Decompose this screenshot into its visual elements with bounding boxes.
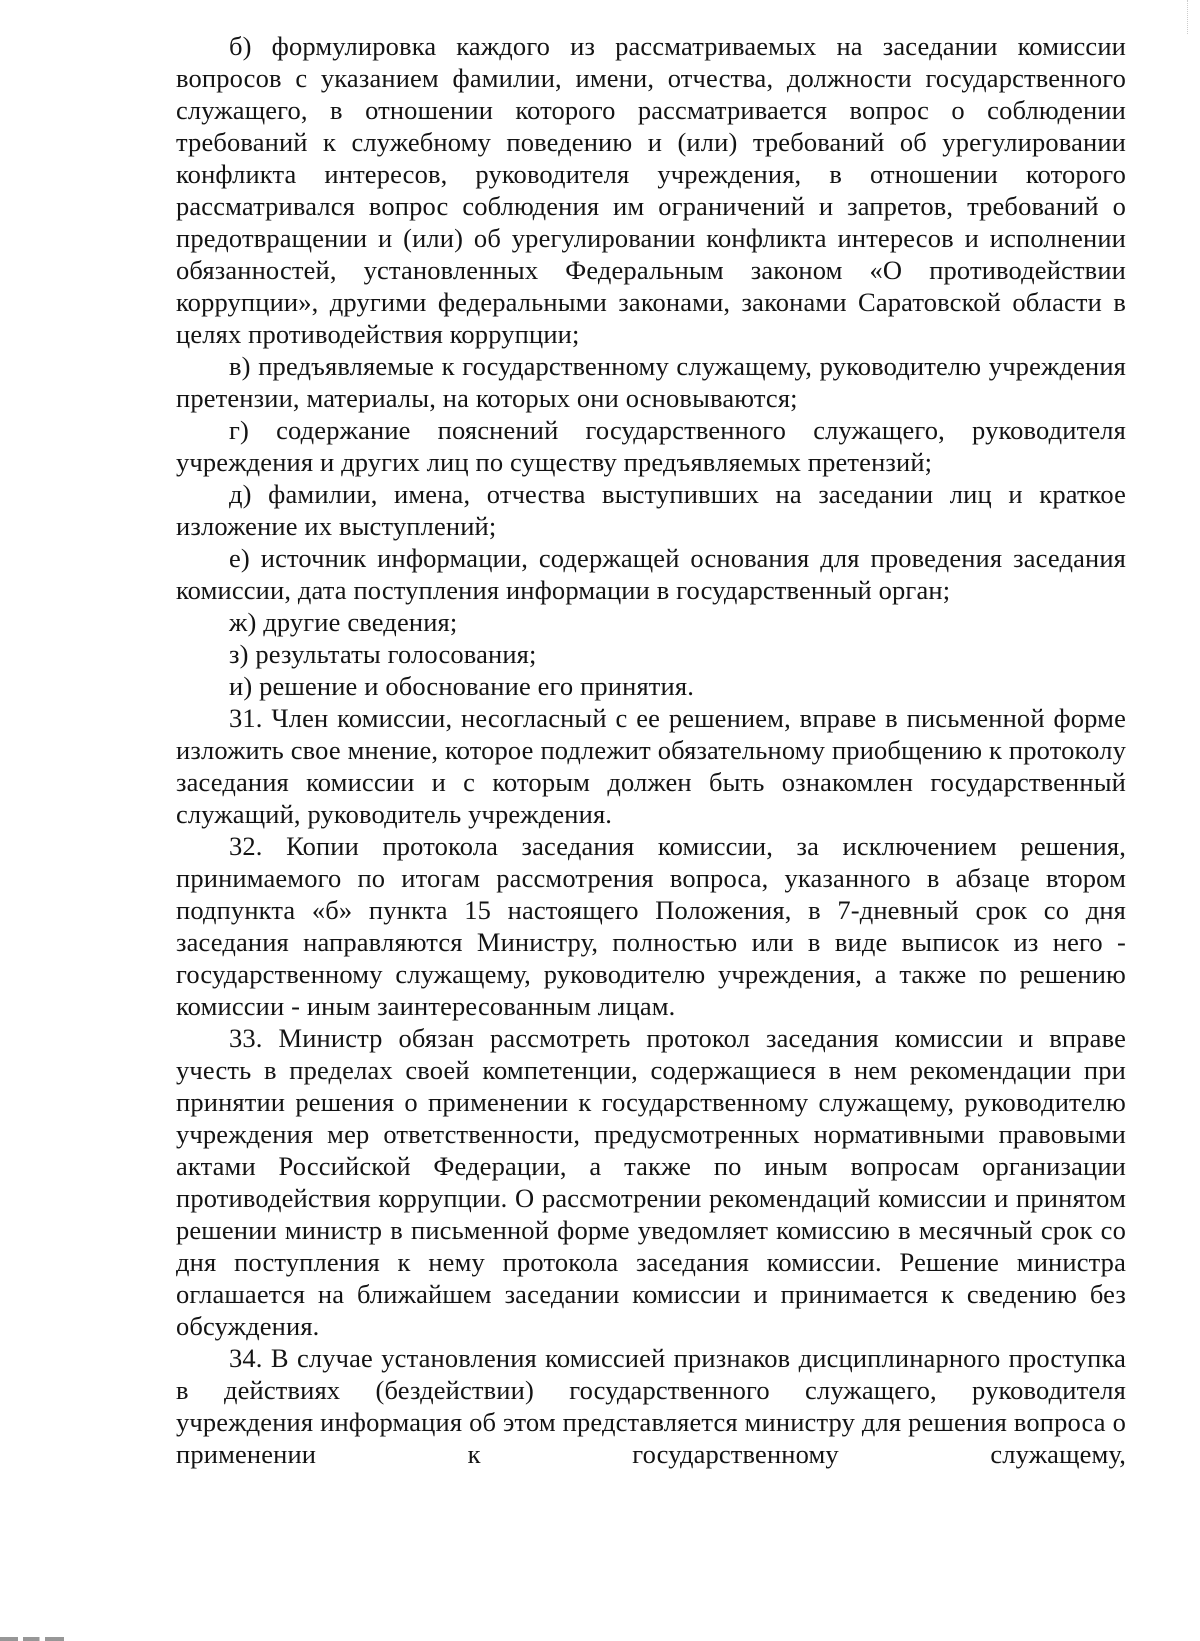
paragraph-32: 32. Копии протокола заседания комиссии, за исключением решения, принимаемого по итогам рассмотрения вопроса, указанного в абзаце втором подпункта «б» пункта 15 настоящего Положения, в 7-дневный срок со дня заседания направляются Министру, полностью или в виде выписок из него - государственному служащему, руководителю учреждения, а также по решению комиссии - иным заинтересованным лицам. bbox=[176, 831, 1126, 1021]
paragraph-item-g: г) содержание пояснений государственного служащего, руководителя учреждения и других лиц по существу предъявляемых претензий; bbox=[176, 415, 1126, 477]
paragraph-item-zh: ж) другие сведения; bbox=[229, 607, 458, 637]
scan-corner-mark bbox=[0, 1637, 64, 1641]
paragraph-item-e: е) источник информации, содержащей основания для проведения заседания комиссии, дата поступления информации в государственный орган; bbox=[176, 543, 1126, 605]
paragraph-item-d: д) фамилии, имена, отчества выступивших на заседании лиц и краткое изложение их выступлений; bbox=[176, 479, 1126, 541]
paragraph-item-i: и) решение и обоснование его принятия. bbox=[229, 671, 694, 701]
paragraph-item-z: з) результаты голосования; bbox=[229, 639, 537, 669]
document-body bbox=[176, 30, 1126, 1470]
paragraph-34: 34. В случае установления комиссией признаков дисциплинарного проступка в действиях (бездействии) государственного служащего, руководителя учреждения информация об этом представляется министру для решения вопроса о применении к государственному служащему, bbox=[176, 1343, 1126, 1469]
paragraph-item-v: в) предъявляемые к государственному служащему, руководителю учреждения претензии, материалы, на которых они основываются; bbox=[176, 351, 1126, 413]
paragraph-31: 31. Член комиссии, несогласный с ее решением, вправе в письменной форме изложить свое мнение, которое подлежит обязательному приобщению к протоколу заседания комиссии и с которым должен быть ознакомлен государственный служащий, руководитель учреждения. bbox=[176, 703, 1126, 829]
paragraph-item-b: б) формулировка каждого из рассматриваемых на заседании комиссии вопросов с указанием фамилии, имени, отчества, должности государственного служащего, в отношении которого рассматривается вопрос о соблюдении требований к служебному поведению и (или) требований об урегулировании конфликта интересов, руководителя учреждения, в отношении которого рассматривался вопрос соблюдения им ограничений и запретов, требований о предотвращении и (или) об урегулировании конфликта интересов и исполнении обязанностей, установленных Федеральным законом «О противодействии коррупции», другими федеральными законами, законами Саратовской области в целях противодействия коррупции; bbox=[176, 31, 1126, 349]
paragraph-33: 33. Министр обязан рассмотреть протокол заседания комиссии и вправе учесть в пределах своей компетенции, содержащиеся в нем рекомендации при принятии решения о применении к государственному служащему, руководителю учреждения мер ответственности, предусмотренных нормативными правовыми актами Российской Федерации, а также по иным вопросам организации противодействия коррупции. О рассмотрении рекомендаций комиссии и принятом решении министр в письменной форме уведомляет комиссию в месячный срок со дня поступления к нему протокола заседания комиссии. Решение министра оглашается на ближайшем заседании комиссии и принимается к сведению без обсуждения. bbox=[176, 1023, 1126, 1341]
scan-edge-mark bbox=[1187, 0, 1200, 34]
